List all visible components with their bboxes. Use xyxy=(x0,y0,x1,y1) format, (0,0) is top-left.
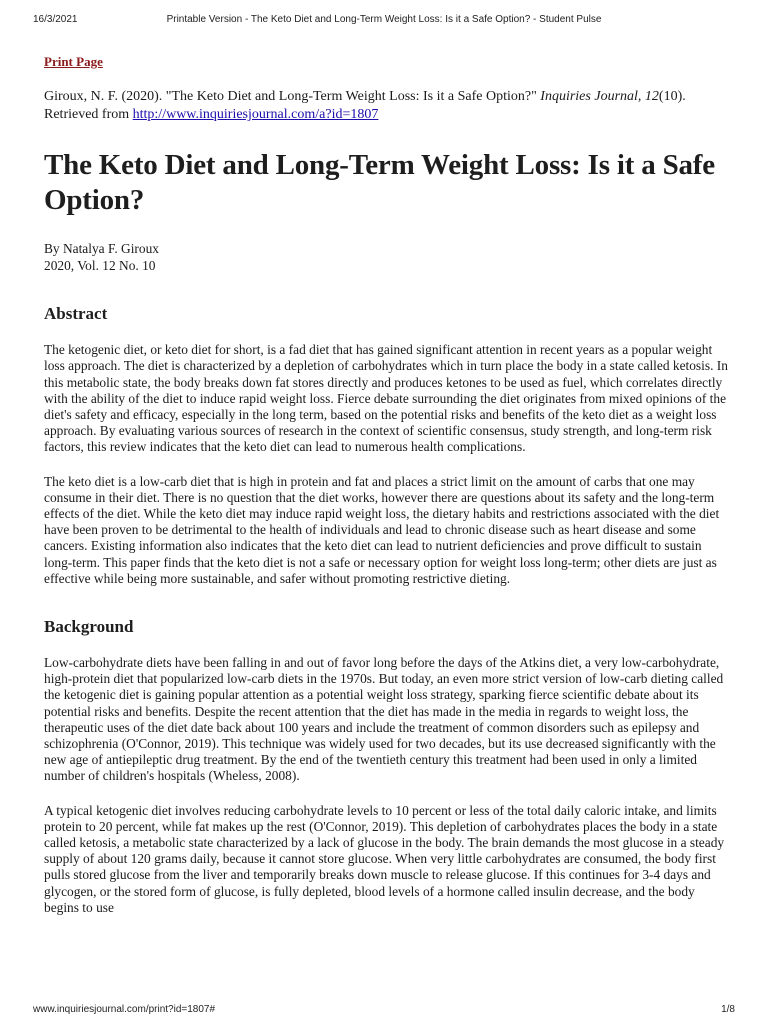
print-date: 16/3/2021 xyxy=(33,14,78,25)
citation xyxy=(44,88,728,124)
browser-print-header xyxy=(0,0,768,36)
abstract-heading: Abstract xyxy=(44,304,108,324)
article-content xyxy=(44,50,728,916)
citation-issue-retrieved: (10). Retrieved from xyxy=(44,89,686,123)
citation-separator: , xyxy=(637,89,645,105)
browser-print-footer xyxy=(0,1000,768,1024)
print-page-number: 1/8 xyxy=(721,1004,735,1015)
article-title: The Keto Diet and Long-Term Weight Loss: Is it a Safe Option? xyxy=(44,149,715,217)
article-byline: By Natalya F. Giroux xyxy=(44,241,159,257)
print-document-title: Printable Version - The Keto Diet and Long-Term Weight Loss: Is it a Safe Option? - Student Pulse xyxy=(166,14,602,25)
background-paragraph-1: Low-carbohydrate diets have been falling in and out of favor long before the days of the Atkins diet, a very low-carbohydrate, high-protein diet that popularized low-carb diets in the 1970s. But today, an even more strict version of low-carb dieting called the ketogenic diet is gaining popular attention as a potential weight loss strategy, sparking fierce scientific debate about its potential risks and benefits. Despite the recent attention that the diet has made in the media in regards to weight loss, the therapeutic uses of the diet date back about 100 years and include the treatment of common disorders such as epilepsy and schizophrenia (O'Connor, 2019). This technique was widely used for two decades, but its use decreased significantly with the new age of antiepileptic drug treatment. By the end of the twentieth century this treatment had been used in only a limited number of children's hospitals (Wheless, 2008). xyxy=(44,655,724,784)
abstract-paragraph-1: The ketogenic diet, or keto diet for short, is a fad diet that has gained significant attention in recent years as a popular weight loss approach. The diet is characterized by a depletion of carbohydrates which in turn place the body in a state called ketosis. In this metabolic state, the body breaks down fat stores directly and produces ketones to be used as fuel, which correlates directly with the ability of the diet to induce rapid weight loss. Fierce debate surrounding the diet originates from mixed opinions of the diet's safety and efficacy, especially in the long term, based on the potential risks and benefits of the keto diet as a weight loss approach. By evaluating various sources of research in the context of scientific consensus, study strength, and long-term risk factors, this review indicates that the keto diet can lead to numerous health complications. xyxy=(44,342,728,455)
print-page-link[interactable]: Print Page xyxy=(44,54,103,69)
citation-volume: 12 xyxy=(644,89,659,105)
article-volume-info: 2020, Vol. 12 No. 10 xyxy=(44,258,156,274)
citation-prefix: Giroux, N. F. (2020). "The Keto Diet and Long-Term Weight Loss: Is it a Safe Option?" xyxy=(44,89,541,105)
background-paragraph-2: A typical ketogenic diet involves reducing carbohydrate levels to 10 percent or less of the total daily caloric intake, and limits protein to 20 percent, while fat makes up the rest (O'Connor, 2019). This depletion of carbohydrates places the body in a state called ketosis, a metabolic state characterized by a lack of glucose in the body. The brain demands the most glucose in a steady supply of about 120 grams daily, because it cannot store glucose. When very little carbohydrates are consumed, the body first pulls stored glucose from the liver and temporarily breaks down muscle to release glucose. If this continues for 3-4 days and glycogen, or the stored form of glucose, is fully depleted, blood levels of a hormone called insulin decrease, and the body begins to use xyxy=(44,802,725,915)
background-heading: Background xyxy=(44,617,134,637)
citation-url-link[interactable]: http://www.inquiriesjournal.com/a?id=1807 xyxy=(132,107,379,123)
print-footer-url: www.inquiriesjournal.com/print?id=1807# xyxy=(33,1004,216,1015)
citation-journal: Inquiries Journal xyxy=(540,89,638,105)
abstract-paragraph-2: The keto diet is a low-carb diet that is high in protein and fat and places a strict limit on the amount of carbs that one may consume in their diet. There is no question that the diet works, however there are questions about its safety and the long-term effects of the diet. While the keto diet may induce rapid weight loss, the dietary habits and restrictions associated with the diet have been proven to be detrimental to the health of individuals and lead to chronic disease such as heart disease and some cancers. Existing information also indicates that the keto diet can lead to nutrient deficiencies and prove difficult to sustain long-term. This paper finds that the keto diet is not a safe or necessary option for weight loss long-term; other diets are just as effective while being more sustainable, and safer without promoting restrictive dieting. xyxy=(44,473,720,586)
